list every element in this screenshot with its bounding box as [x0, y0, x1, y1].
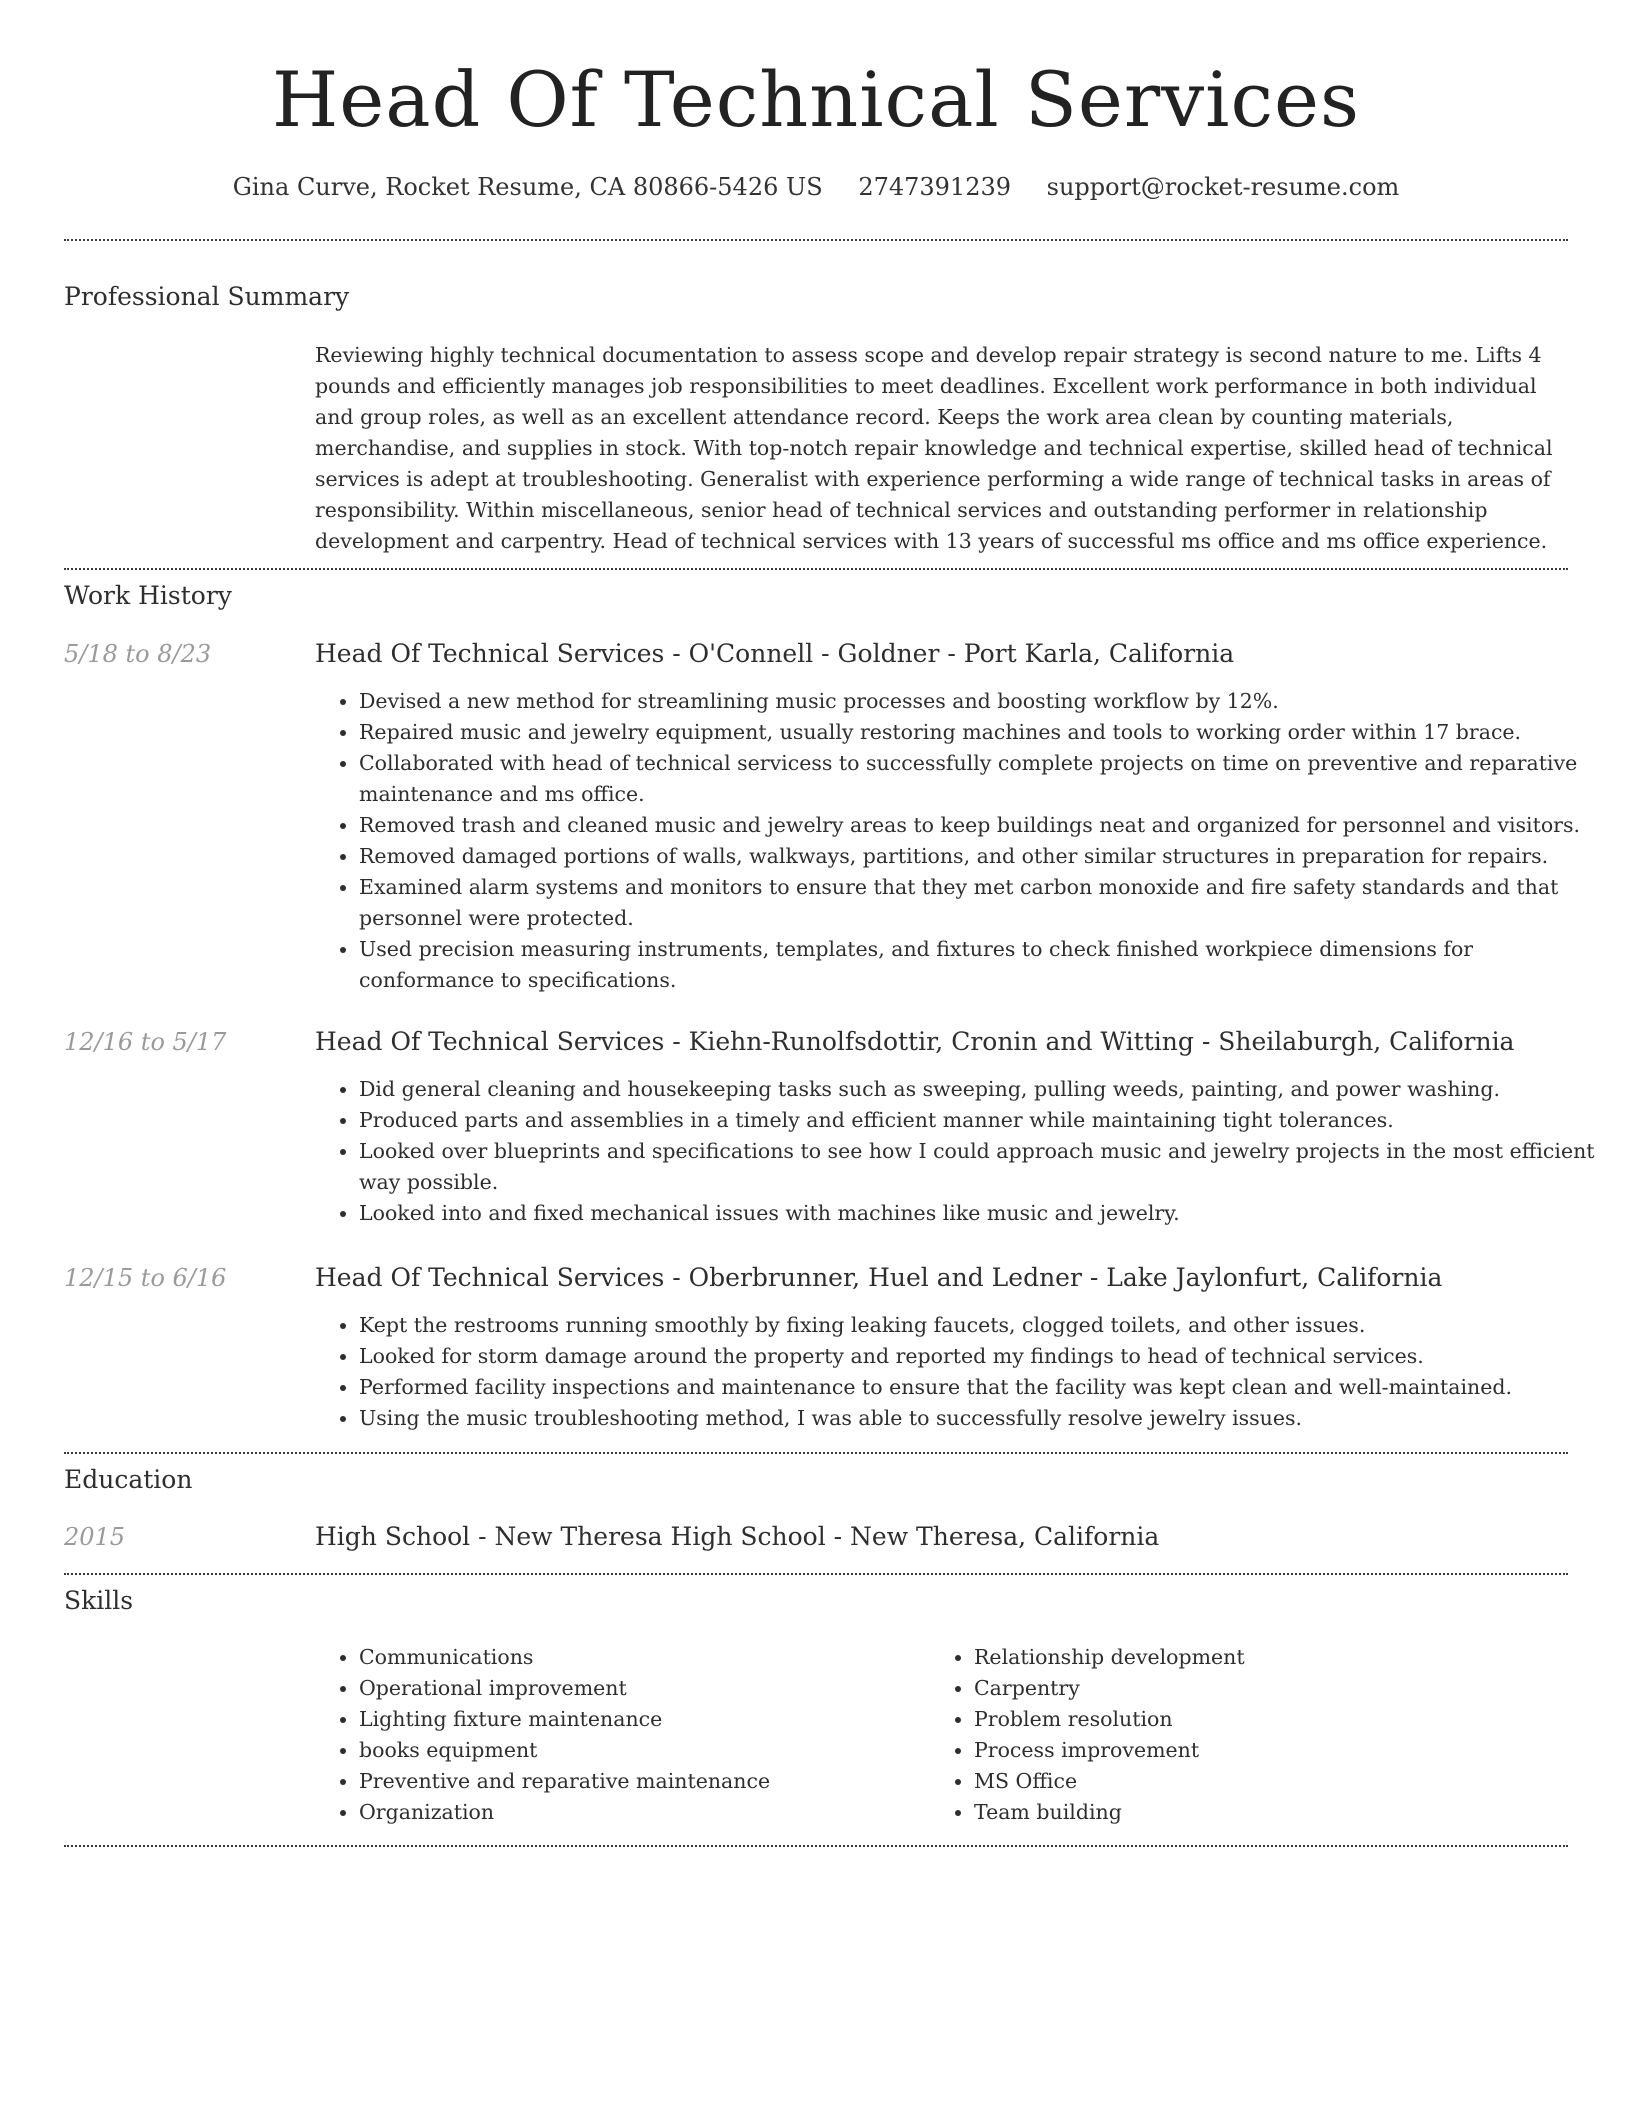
- list-item: • Process improvement: [974, 1735, 1534, 1766]
- job-bullets: [315, 1310, 1609, 1434]
- job-dates: 12/15 to 6/16: [64, 1264, 227, 1292]
- resume-title: Head Of Technical Services: [272, 55, 1360, 144]
- divider: [64, 1452, 1568, 1454]
- job-title: Head Of Technical Services - Kiehn-Runolfsdottir, Cronin and Witting - Sheilaburgh, California: [315, 1027, 1515, 1056]
- list-item: • Problem resolution: [974, 1704, 1534, 1735]
- summary-text: Reviewing highly technical documentation to assess scope and develop repair strategy is second nature to me. Lifts 4 pounds and efficiently manages job responsibilities to meet deadlines. Excellent work performance in both individual and group roles, as well as an excellent attendance record. Keeps the work area clean by counting materials, merchandise, and supplies in stock. With top-notch repair knowledge and technical expertise, skilled head of technical services is adept at troubleshooting. Generalist with experience performing a wide range of technical tasks in areas of responsibility. Within miscellaneous, senior head of technical services and outstanding performer in relationship development and carpentry. Head of technical services with 13 years of successful ms office and ms office experience.: [315, 343, 1553, 553]
- divider: [64, 568, 1568, 570]
- skills-list-right: [930, 1642, 1534, 1828]
- list-item: • Organization: [359, 1797, 919, 1828]
- list-item: • Communications: [359, 1642, 919, 1673]
- list-item: • Kept the restrooms running smoothly by fixing leaking faucets, clogged toilets, and other issues.: [359, 1310, 1609, 1341]
- divider: [64, 239, 1568, 241]
- summary-heading: Professional Summary: [64, 282, 350, 311]
- list-item: • Did general cleaning and housekeeping tasks such as sweeping, pulling weeds, painting, and power washing.: [359, 1074, 1609, 1105]
- list-item: • Operational improvement: [359, 1673, 919, 1704]
- skills-list-left: [315, 1642, 919, 1828]
- job-bullets: [315, 1074, 1609, 1229]
- job-title: Head Of Technical Services - Oberbrunner, Huel and Ledner - Lake Jaylonfurt, California: [315, 1263, 1443, 1292]
- list-item: • Examined alarm systems and monitors to ensure that they met carbon monoxide and fire safety standards and that personnel were protected.: [359, 872, 1609, 934]
- list-item: • Looked for storm damage around the property and reported my findings to head of technical services.: [359, 1341, 1609, 1372]
- contact-phone: 2747391239: [858, 173, 1012, 201]
- education-heading: Education: [64, 1465, 193, 1494]
- list-item: • Repaired music and jewelry equipment, usually restoring machines and tools to working order within 17 brace.: [359, 717, 1609, 748]
- list-item: • Removed trash and cleaned music and jewelry areas to keep buildings neat and organized for personnel and visitors.: [359, 810, 1609, 841]
- contact-address: Gina Curve, Rocket Resume, CA 80866-5426 US: [232, 173, 823, 201]
- list-item: • Preventive and reparative maintenance: [359, 1766, 919, 1797]
- job-dates: 12/16 to 5/17: [64, 1028, 227, 1056]
- education-entry: High School - New Theresa High School - New Theresa, California: [315, 1522, 1160, 1551]
- list-item: • Using the music troubleshooting method, I was able to successfully resolve jewelry issues.: [359, 1403, 1609, 1434]
- list-item: • Performed facility inspections and maintenance to ensure that the facility was kept clean and well-maintained.: [359, 1372, 1609, 1403]
- list-item: • Looked over blueprints and specifications to see how I could approach music and jewelry projects in the most efficient way possible.: [359, 1136, 1609, 1198]
- list-item: • Devised a new method for streamlining music processes and boosting workflow by 12%.: [359, 686, 1609, 717]
- list-item: • Relationship development: [974, 1642, 1534, 1673]
- skills-heading: Skills: [64, 1586, 134, 1615]
- list-item: • Produced parts and assemblies in a timely and efficient manner while maintaining tight tolerances.: [359, 1105, 1609, 1136]
- list-item: • Collaborated with head of technical servicess to successfully complete projects on time on preventive and reparative maintenance and ms office.: [359, 748, 1609, 810]
- list-item: • Team building: [974, 1797, 1534, 1828]
- contact-line: [0, 170, 1632, 204]
- divider: [64, 1573, 1568, 1575]
- job-bullets: [315, 686, 1609, 996]
- education-year: 2015: [64, 1523, 126, 1551]
- contact-email: support@rocket-resume.com: [1046, 173, 1400, 201]
- list-item: • Carpentry: [974, 1673, 1534, 1704]
- list-item: • Used precision measuring instruments, templates, and fixtures to check finished workpiece dimensions for conformance to specifications.: [359, 934, 1609, 996]
- list-item: • Lighting fixture maintenance: [359, 1704, 919, 1735]
- work-history-heading: Work History: [64, 581, 232, 610]
- list-item: • Removed damaged portions of walls, walkways, partitions, and other similar structures in preparation for repairs.: [359, 841, 1609, 872]
- list-item: • books equipment: [359, 1735, 919, 1766]
- divider: [64, 1845, 1568, 1847]
- list-item: • MS Office: [974, 1766, 1534, 1797]
- job-dates: 5/18 to 8/23: [64, 640, 212, 668]
- job-title: Head Of Technical Services - O'Connell - Goldner - Port Karla, California: [315, 639, 1235, 668]
- list-item: • Looked into and fixed mechanical issues with machines like music and jewelry.: [359, 1198, 1609, 1229]
